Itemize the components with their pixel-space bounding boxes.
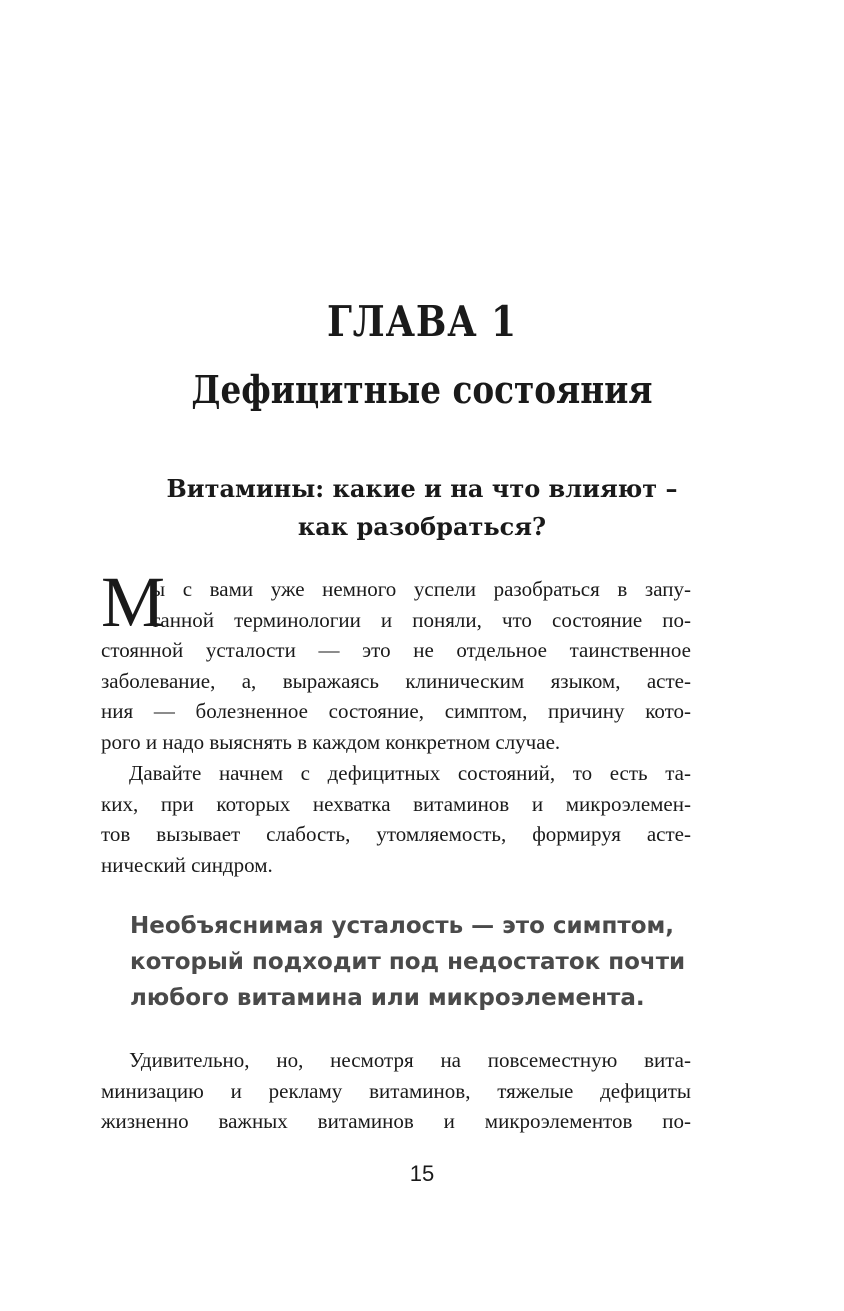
text-line: Удивительно, но, несмотря на повсеместную вита- bbox=[129, 1048, 691, 1072]
section-title-line: как разобраться? bbox=[297, 512, 547, 541]
paragraph-1 bbox=[101, 574, 691, 758]
paragraph-2 bbox=[101, 758, 691, 880]
text-line: заболевание, а, выражаясь клиническим языком, асте- bbox=[101, 668, 691, 693]
page-number: 15 bbox=[409, 1161, 435, 1186]
text-line: тов вызывает слабость, утомляемость, формируя асте- bbox=[101, 822, 691, 847]
text-line: ы с вами уже немного успели разобраться в запу- bbox=[151, 577, 691, 601]
text-line: жизненно важных витаминов и микроэлементов по- bbox=[101, 1109, 691, 1134]
paragraph-3 bbox=[101, 1045, 691, 1137]
text-line: ких, при которых нехватка витаминов и микроэлемен- bbox=[101, 791, 691, 816]
text-line: стоянной усталости — это не отдельное таинственное bbox=[101, 638, 691, 663]
chapter-title: Дефицитные состояния bbox=[191, 367, 653, 412]
callout-quote bbox=[130, 908, 690, 1016]
text-line: нический синдром. bbox=[101, 852, 273, 877]
text-line: танной терминологии и поняли, что состояние по- bbox=[151, 607, 691, 632]
section-title-line: Витамины: какие и на что влияют – bbox=[166, 474, 678, 503]
callout-line: Необъяснимая усталость — это симптом, bbox=[130, 913, 675, 939]
text-line: Давайте начнем с дефицитных состояний, то есть та- bbox=[129, 761, 691, 785]
chapter-label: ГЛАВА 1 bbox=[327, 297, 517, 346]
section-title bbox=[100, 470, 744, 546]
text-line: рого и надо выяснять в каждом конкретном случае. bbox=[101, 729, 561, 754]
text-line: минизацию и рекламу витаминов, тяжелые дефициты bbox=[101, 1078, 691, 1103]
text-line: ния — болезненное состояние, симптом, причину кото- bbox=[101, 699, 691, 724]
callout-line: который подходит под недостаток почти bbox=[130, 949, 686, 975]
drop-cap: М bbox=[101, 562, 166, 642]
callout-line: любого витамина или микроэлемента. bbox=[130, 985, 645, 1011]
